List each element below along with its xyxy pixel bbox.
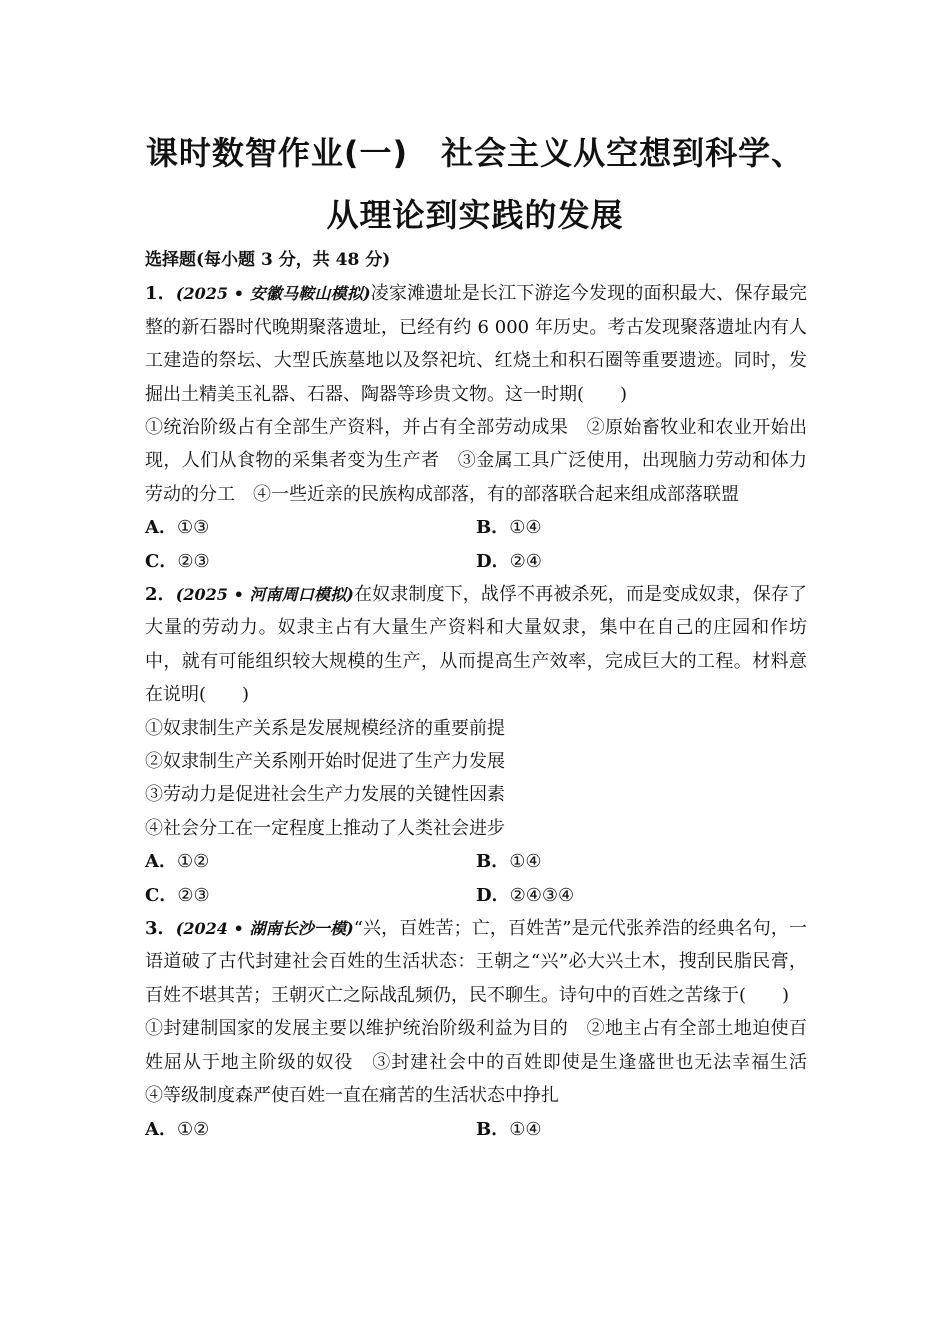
question-stem [145, 277, 807, 411]
option-text: ②④③④ [509, 884, 575, 906]
question-number: 2． [145, 584, 176, 606]
option-letter: A． [145, 851, 177, 873]
option-b[interactable] [476, 511, 807, 544]
option-letter: B． [476, 517, 510, 539]
option-c[interactable] [145, 879, 476, 912]
question-source: (2024 • 湖南长沙一模) [175, 919, 354, 939]
option-letter: D． [476, 884, 510, 906]
question-1 [145, 277, 807, 578]
option-a[interactable] [145, 845, 476, 878]
option-text: ②③ [177, 884, 210, 906]
options-row [145, 511, 807, 544]
option-text: ①④ [509, 517, 542, 539]
option-letter: C． [145, 884, 178, 906]
option-text: ①④ [509, 1118, 542, 1140]
option-text: ②③ [177, 550, 210, 572]
statement-3: ③劳动力是促进社会生产力发展的关键性因素 [145, 784, 505, 806]
options-row [145, 845, 807, 878]
option-letter: D． [476, 550, 510, 572]
options-row [145, 1113, 807, 1146]
statement-2: ②奴隶制生产关系刚开始时促进了生产力发展 [145, 751, 505, 773]
option-b[interactable] [476, 845, 807, 878]
question-stem [145, 912, 807, 1012]
option-d[interactable] [476, 879, 807, 912]
statement-4: ④社会分工在一定程度上推动了人类社会进步 [145, 817, 505, 839]
question-3 [145, 912, 825, 1146]
question-stem [145, 578, 807, 712]
question-statements: ①封建制国家的发展主要以维护统治阶级利益为目的 ②地主占有全部土地迫使百姓屈从于地主阶级的奴役 ③封建社会中的百姓即使是生逢盛世也无法幸福生活 ④等级制度森严使百姓一直在痛苦的生活状态中挣扎 [145, 1018, 825, 1107]
option-letter: A． [145, 1118, 177, 1140]
options-row [145, 879, 807, 912]
document-body [145, 244, 825, 1146]
option-text: ①② [176, 1118, 210, 1140]
option-text: ①③ [176, 517, 210, 539]
option-text: ②④ [509, 550, 542, 572]
question-source: (2025 • 安徽马鞍山模拟) [175, 284, 371, 304]
question-2 [145, 578, 807, 912]
page-title-line-2: 从理论到实践的发展 [326, 196, 624, 234]
question-source: (2025 • 河南周口模拟) [175, 585, 354, 605]
question-stem-text: 凌家滩遗址是长江下游迄今发现的面积最大、保存最完整的新石器时代晚期聚落遗址，已经有约 6 000 年历史。考古发现聚落遗址内有人工建造的祭坛、大型氏族墓地以及祭祀坑、红烧土和积石圈等重要遗迹。同时，发掘出土精美玉礼器、石器、陶器等珍贵文物。这一时期( ) [145, 283, 808, 405]
option-d[interactable] [476, 545, 807, 578]
option-letter: A． [145, 517, 177, 539]
question-number: 3． [145, 918, 176, 940]
option-b[interactable] [476, 1113, 807, 1146]
options-row [145, 545, 807, 578]
question-statements: ①统治阶级占有全部生产资料，并占有全部劳动成果 ②原始畜牧业和农业开始出现，人们从食物的采集者变为生产者 ③金属工具广泛使用，出现脑力劳动和体力劳动的分工 ④一些近亲的民族构成部落，有的部落联合起来组成部落联盟 [145, 417, 807, 505]
option-text: ①② [176, 851, 210, 873]
page-title-line-1: 课时数智作业(一) 社会主义从空想到科学、 [145, 134, 805, 172]
option-text: ①④ [509, 851, 542, 873]
question-stem-text: “兴，百姓苦；亡，百姓苦”是元代张养浩的经典名句，一语道破了古代封建社会百姓的生活状态：王朝之“兴”必大兴土木，搜刮民脂民膏，百姓不堪其苦；王朝灭亡之际战乱频仍，民不聊生。诗句中的百姓之苦缘于( ) [145, 918, 808, 1006]
option-c[interactable] [145, 545, 476, 578]
statement-1: ①奴隶制生产关系是发展规模经济的重要前提 [145, 717, 505, 739]
section-heading: 选择题(每小题 3 分，共 48 分) [145, 250, 391, 270]
question-number: 1． [145, 283, 176, 305]
option-a[interactable] [145, 511, 476, 544]
option-a[interactable] [145, 1113, 476, 1146]
option-letter: B． [476, 1118, 510, 1140]
question-stem-text: 在奴隶制度下，战俘不再被杀死，而是变成奴隶，保存了大量的劳动力。奴隶主占有大量生产资料和大量奴隶，集中在自己的庄园和作坊中，就有可能组织较大规模的生产，从而提高生产效率，完成巨大的工程。材料意在说明( ) [145, 584, 807, 706]
option-letter: C． [145, 550, 178, 572]
option-letter: B． [476, 851, 510, 873]
